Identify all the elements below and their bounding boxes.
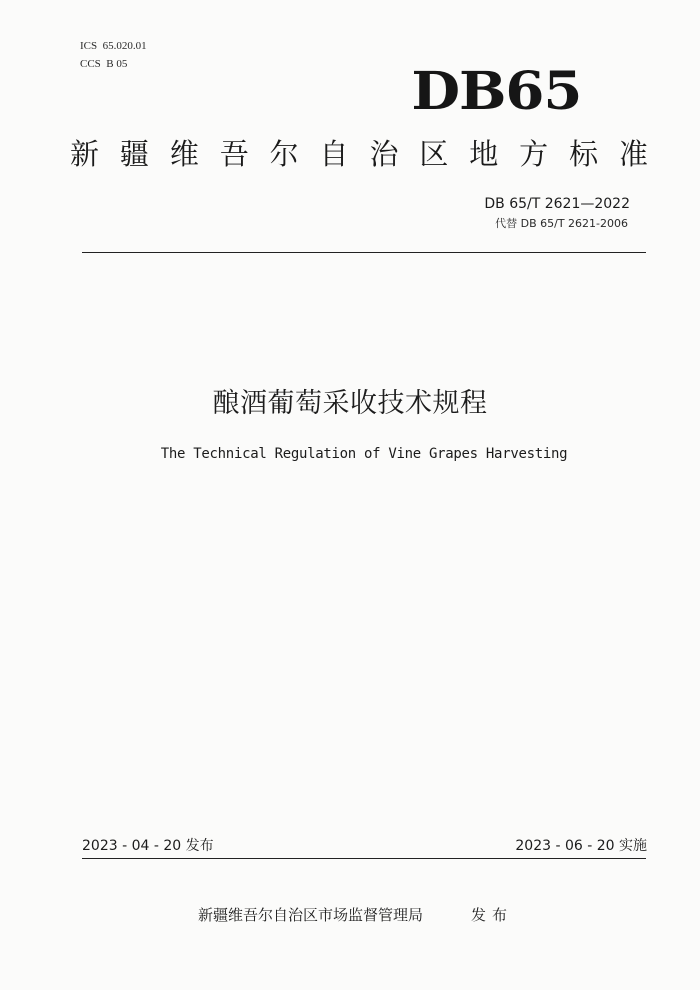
- bottom-divider: [82, 858, 646, 859]
- ccs-code: CCS B 05: [80, 58, 128, 70]
- standard-type-char: 地: [469, 137, 499, 171]
- standard-type-char: 治: [369, 137, 399, 171]
- issue-label: 发布: [471, 906, 514, 924]
- implementation-date: 2023 - 06 - 20 实施: [515, 838, 647, 854]
- logo-text: DB65: [410, 61, 581, 122]
- db65-logo: [0, 62, 591, 122]
- document-title-chinese: 酿酒葡萄采收技术规程: [212, 388, 488, 419]
- replaced-standard: 代替 DB 65/T 2621-2006: [495, 217, 628, 230]
- issuing-authority: 新疆维吾尔自治区市场监督管理局: [198, 906, 424, 924]
- standard-type-char: 疆: [119, 137, 149, 171]
- standard-type-char: 准: [618, 137, 648, 171]
- standard-type-name: [70, 134, 648, 174]
- ics-code: ICS 65.020.01: [80, 40, 147, 52]
- standard-type-char: 新: [70, 137, 100, 171]
- standard-number: DB 65/T 2621—2022: [484, 196, 630, 212]
- standard-type-char: 维: [169, 137, 199, 171]
- standard-type-char: 尔: [269, 137, 299, 171]
- document-title-english: The Technical Regulation of Vine Grapes Harvesting: [160, 446, 568, 462]
- standard-type-char: 方: [519, 137, 549, 171]
- standard-type-char: 标: [569, 137, 599, 171]
- standard-type-char: 吾: [219, 137, 249, 171]
- standard-type-char: 区: [419, 137, 449, 171]
- publish-date: 2023 - 04 - 20 发布: [82, 838, 214, 854]
- standard-type-char: 自: [319, 137, 349, 171]
- top-divider: [82, 252, 646, 253]
